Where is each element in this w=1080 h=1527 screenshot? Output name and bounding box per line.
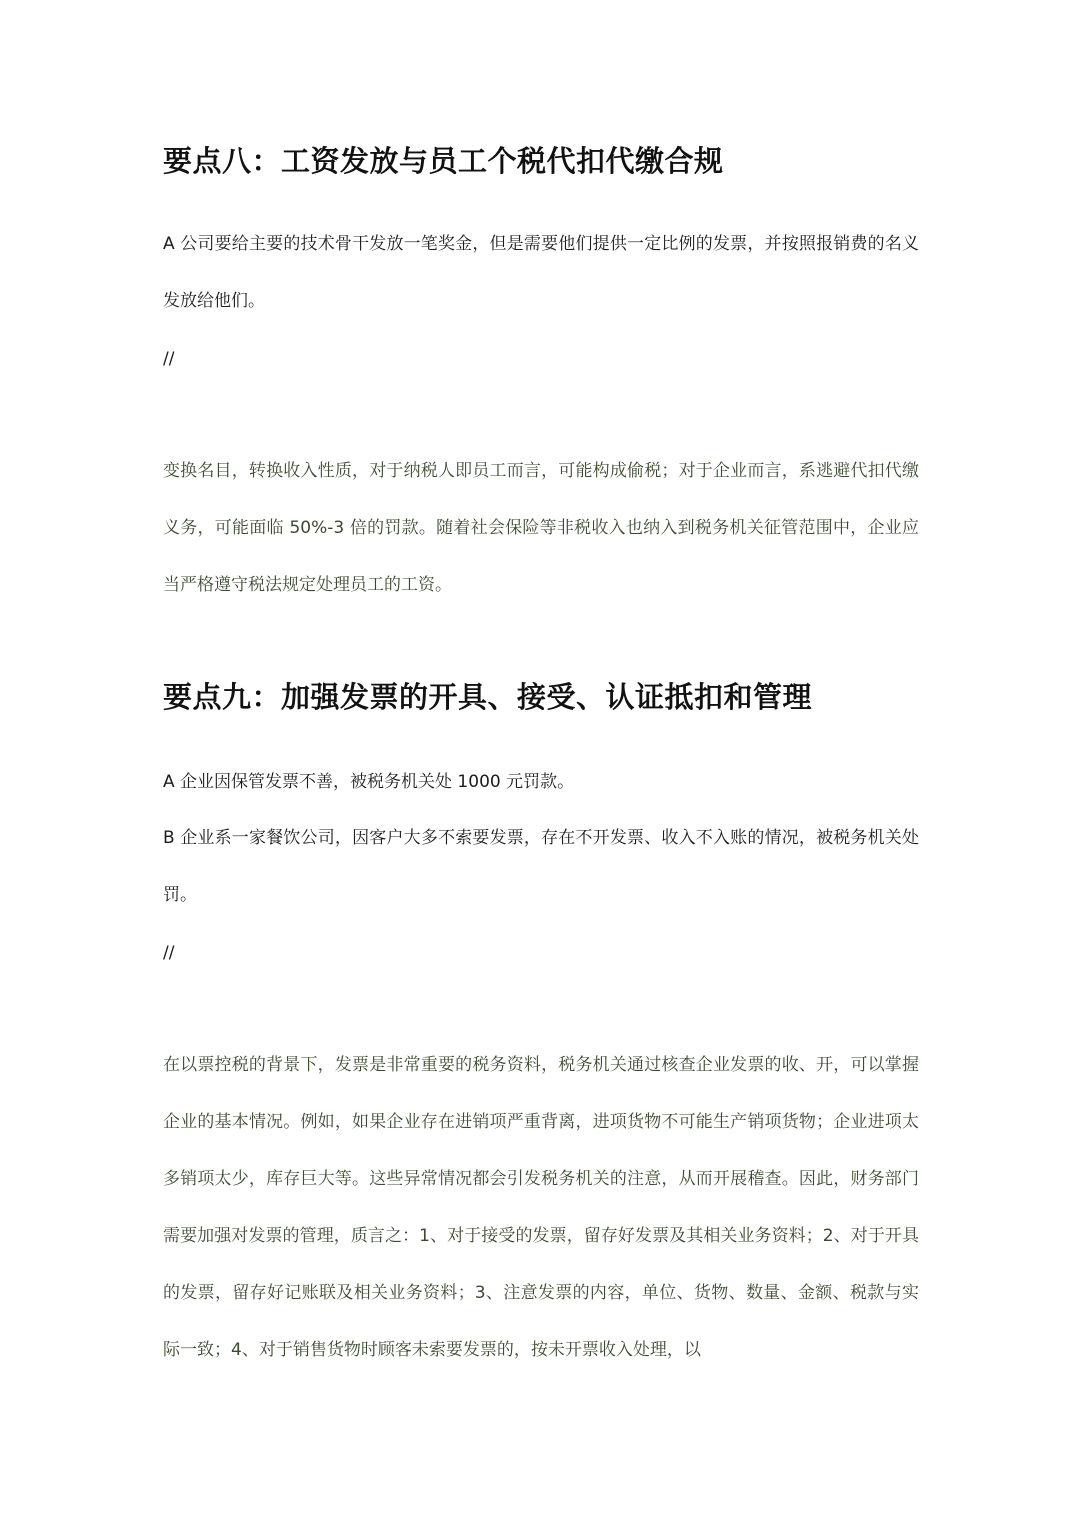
section-8-heading: 要点八：工资发放与员工个税代扣代缴合规	[163, 144, 724, 178]
section-9-case-a: A 企业因保管发票不善，被税务机关处 1000 元罚款。	[163, 772, 575, 792]
section-9-separator: //	[163, 943, 175, 963]
section-9-case-b: B 企业系一家餐饮公司，因客户大多不索要发票，存在不开发票、收入不入账的情况，被税务机关处罚。	[163, 828, 919, 905]
section-8-analysis: 变换名目，转换收入性质，对于纳税人即员工而言，可能构成偷税；对于企业而言，系逃避代扣代缴义务，可能面临 50%-3 倍的罚款。随着社会保险等非税收入也纳入到税务机关征管范围中，企业应当严格遵守税法规定处理员工的工资。	[163, 461, 919, 595]
section-8-case-text: A 公司要给主要的技术骨干发放一笔奖金，但是需要他们提供一定比例的发票，并按照报销费的名义发放给他们。	[163, 234, 919, 311]
section-9-analysis: 在以票控税的背景下，发票是非常重要的税务资料，税务机关通过核查企业发票的收、开，可以掌握企业的基本情况。例如，如果企业存在进销项严重背离，进项货物不可能生产销项货物；企业进项太多销项太少，库存巨大等。这些异常情况都会引发税务机关的注意，从而开展稽查。因此，财务部门需要加强对发票的管理，质言之：1、对于接受的发票，留存好发票及其相关业务资料；2、对于开具的发票，留存好记账联及相关业务资料；3、注意发票的内容，单位、货物、数量、金额、税款与实际一致；4、对于销售货物时顾客未索要发票的，按未开票收入处理，以	[163, 1055, 919, 1360]
section-8-separator: //	[163, 349, 175, 369]
section-9-heading: 要点九：加强发票的开具、接受、认证抵扣和管理	[163, 680, 813, 714]
